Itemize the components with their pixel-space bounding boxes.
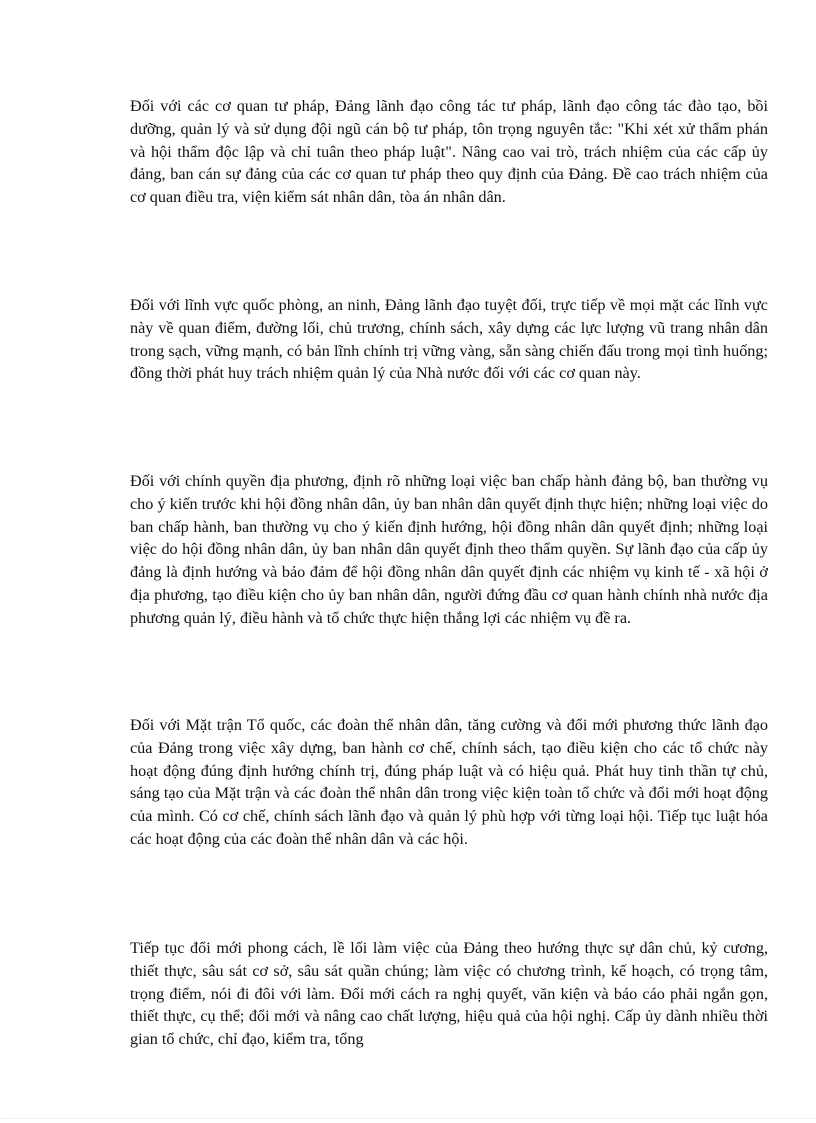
paragraph-fatherland-front: Đối với Mặt trận Tổ quốc, các đoàn thể nhân dân, tăng cường và đổi mới phương thức lãnh đạo của Đảng trong việc xây dựng, ban hành cơ chế, chính sách, tạo điều kiện cho các tổ chức này hoạt động đúng định hướng chính trị, đúng pháp luật và có hiệu quả. Phát huy tinh thần tự chủ, sáng tạo của Mặt trận và các đoàn thể nhân dân trong việc kiện toàn tổ chức và đổi mới hoạt động của mình. Có cơ chế, chính sách lãnh đạo và quản lý phù hợp với từng loại hội. Tiếp tục luật hóa các hoạt động của các đoàn thể nhân dân và các hội. bbox=[130, 716, 768, 848]
paragraph-defense-security: Đối với lĩnh vực quốc phòng, an ninh, Đảng lãnh đạo tuyệt đối, trực tiếp về mọi mặt các lĩnh vực này về quan điểm, đường lối, chủ trương, chính sách, xây dựng các lực lượng vũ trang nhân dân trong sạch, vững mạnh, có bản lĩnh chính trị vững vàng, sẵn sàng chiến đấu trong mọi tình huống; đồng thời phát huy trách nhiệm quản lý của Nhà nước đối với các cơ quan này. bbox=[130, 296, 768, 383]
paragraph-local-government: Đối với chính quyền địa phương, định rõ những loại việc ban chấp hành đảng bộ, ban thường vụ cho ý kiến trước khi hội đồng nhân dân, ủy ban nhân dân quyết định thực hiện; những loại việc do ban chấp hành, ban thường vụ cho ý kiến định hướng, hội đồng nhân dân quyết định; những loại việc do hội đồng nhân dân, ủy ban nhân dân quyết định theo thẩm quyền. Sự lãnh đạo của cấp ủy đảng là định hướng và bảo đảm để hội đồng nhân dân quyết định các nhiệm vụ kinh tế - xã hội ở địa phương, tạo điều kiện cho ủy ban nhân dân, người đứng đầu cơ quan hành chính nhà nước địa phương quản lý, điều hành và tổ chức thực hiện thắng lợi các nhiệm vụ đề ra. bbox=[130, 472, 768, 627]
paragraph-judicial-agencies: Đối với các cơ quan tư pháp, Đảng lãnh đạo công tác tư pháp, lãnh đạo công tác đào tạo, bồi dưỡng, quản lý và sử dụng đội ngũ cán bộ tư pháp, tôn trọng nguyên tắc: "Khi xét xử thẩm phán và hội thẩm độc lập và chỉ tuân theo pháp luật". Nâng cao vai trò, trách nhiệm của các cấp ủy đảng, ban cán sự đảng của các cơ quan tư pháp theo quy định của Đảng. Đề cao trách nhiệm của cơ quan điều tra, viện kiểm sát nhân dân, tòa án nhân dân. bbox=[130, 97, 768, 207]
page-bottom-divider bbox=[0, 1118, 816, 1119]
paragraph-working-style: Tiếp tục đổi mới phong cách, lề lối làm việc của Đảng theo hướng thực sự dân chủ, kỷ cương, thiết thực, sâu sát cơ sở, sâu sát quần chúng; làm việc có chương trình, kế hoạch, có trọng tâm, trọng điểm, nói đi đôi với làm. Đổi mới cách ra nghị quyết, văn kiện và báo cáo phải ngắn gọn, thiết thực, cụ thể; đổi mới và nâng cao chất lượng, hiệu quả của hội nghị. Cấp ủy dành nhiều thời gian tổ chức, chỉ đạo, kiểm tra, tổng bbox=[130, 939, 768, 1049]
